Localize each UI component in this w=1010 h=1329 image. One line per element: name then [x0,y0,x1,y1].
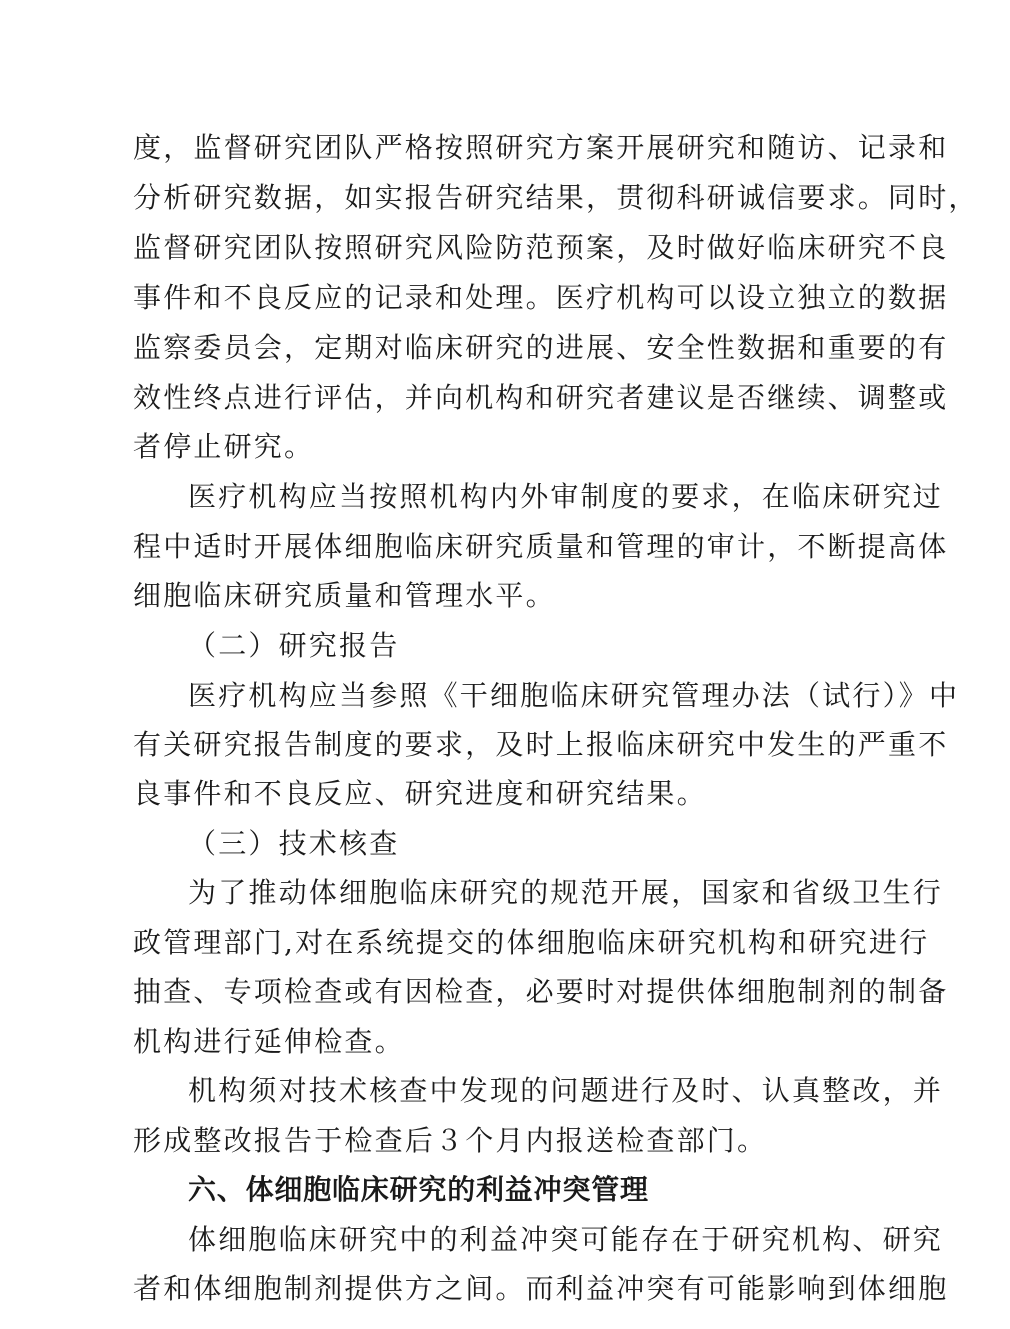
paragraph-start: 体细胞临床研究中的利益冲突可能存在于研究机构、研究 [188,1223,944,1256]
text-line: 形成整改报告于检查后３个月内报送检查部门。 [133,1124,768,1157]
paragraph-start: 医疗机构应当参照《干细胞临床研究管理办法（试行）》中 [188,679,960,712]
text-line: 机构进行延伸检查。 [133,1025,405,1058]
text-line: 分析研究数据，如实报告研究结果，贯彻科研诚信要求。同时， [133,181,979,214]
paragraph-start: 机构须对技术核查中发现的问题进行及时、认真整改，并 [188,1074,944,1107]
text-line: 程中适时开展体细胞临床研究质量和管理的审计，不断提高体 [133,530,949,563]
text-line: 政管理部门,对在系统提交的体细胞临床研究机构和研究进行 [133,926,930,959]
text-line: 良事件和不良反应、研究进度和研究结果。 [133,777,707,810]
text-line: 细胞临床研究质量和管理水平。 [133,579,556,612]
text-line: 有关研究报告制度的要求，及时上报临床研究中发生的严重不 [133,728,949,761]
paragraph-start: 医疗机构应当按照机构内外审制度的要求，在临床研究过 [188,480,944,513]
text-line: 者停止研究。 [133,430,315,463]
text-line: 抽查、专项检查或有因检查，必要时对提供体细胞制剂的制备 [133,975,949,1008]
subheading-technical-check: （三）技术核查 [188,827,400,860]
text-line: 事件和不良反应的记录和处理。医疗机构可以设立独立的数据 [133,281,949,314]
text-line: 者和体细胞制剂提供方之间。而利益冲突有可能影响到体细胞 [133,1272,949,1305]
text-line: 监督研究团队按照研究风险防范预案，及时做好临床研究不良 [133,231,949,264]
text-line: 效性终点进行评估，并向机构和研究者建议是否继续、调整或 [133,381,949,414]
text-line: 监察委员会，定期对临床研究的进展、安全性数据和重要的有 [133,331,949,364]
paragraph-start: 为了推动体细胞临床研究的规范开展，国家和省级卫生行 [188,876,944,909]
section-heading-conflict-of-interest: 六、体细胞临床研究的利益冲突管理 [188,1173,649,1206]
subheading-research-report: （二）研究报告 [188,629,400,662]
text-line: 度，监督研究团队严格按照研究方案开展研究和随访、记录和 [133,131,949,164]
